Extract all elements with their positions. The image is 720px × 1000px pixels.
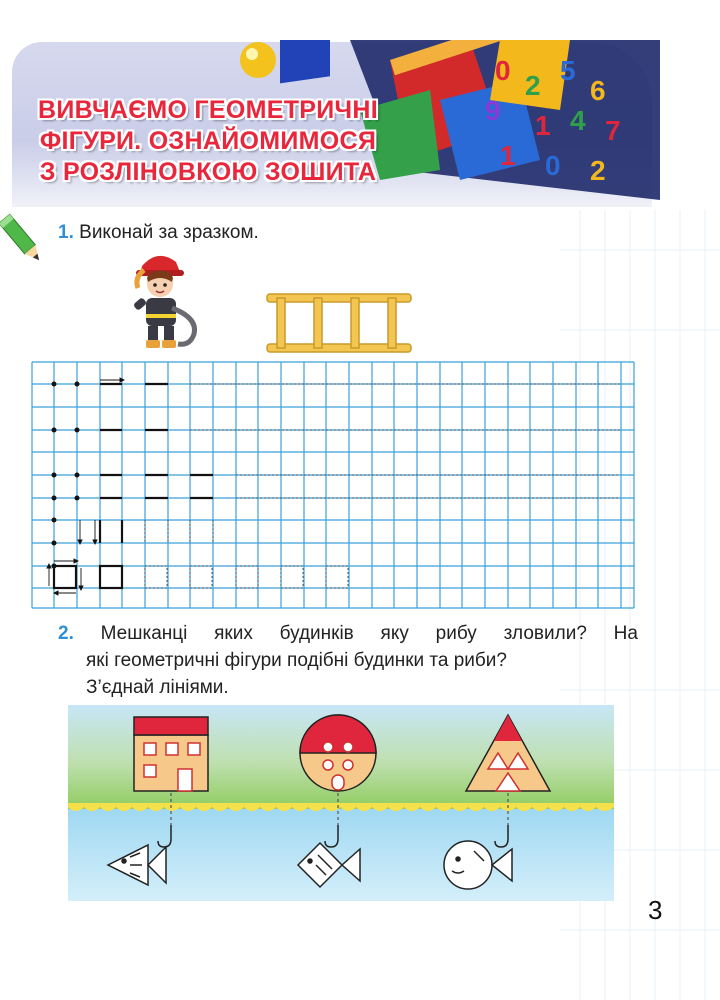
svg-text:2: 2 <box>590 155 606 186</box>
tracing-guides <box>145 384 620 588</box>
svg-text:6: 6 <box>590 75 606 106</box>
title-line-3: З РОЗЛІНОВКОЮ ЗОШИТА <box>39 158 377 186</box>
page-number: 3 <box>648 895 663 925</box>
task-2-word: будинків <box>279 623 354 644</box>
task-2-line-1 <box>58 620 638 647</box>
ladder-illustration <box>265 290 415 358</box>
water-strip <box>68 809 614 901</box>
houses-and-fish-scene <box>68 705 614 901</box>
firefighter-illustration <box>128 248 208 352</box>
svg-text:9: 9 <box>485 95 501 126</box>
task-2-word: Мешканці <box>100 623 188 644</box>
svg-text:1: 1 <box>535 110 551 141</box>
task-1-text: Виконай за зразком. <box>79 222 259 243</box>
task-1-number: 1. <box>58 222 74 243</box>
task-2-word: зловили? <box>503 623 587 644</box>
task-2-instruction <box>58 620 638 701</box>
square-house-icon <box>134 717 208 791</box>
svg-text:5: 5 <box>560 55 576 86</box>
task-1-instruction <box>58 222 259 244</box>
task-2-word: рибу <box>435 623 477 644</box>
svg-text:0: 0 <box>545 150 561 181</box>
svg-text:1: 1 <box>500 140 516 171</box>
notebook-grid-exercise <box>30 360 636 610</box>
task-2-line-2: які геометричні фігури подібні будинки та риби? <box>86 650 507 671</box>
title-line-2: ФІГУРИ. ОЗНАЙОМИМОСЯ <box>39 127 377 155</box>
round-house-icon <box>300 715 376 791</box>
svg-text:2: 2 <box>525 70 541 101</box>
svg-text:0: 0 <box>495 55 511 86</box>
svg-text:7: 7 <box>605 115 621 146</box>
pencil-icon <box>0 212 46 270</box>
task-2-word: яку <box>380 623 409 644</box>
direction-arrows <box>47 378 124 595</box>
pattern-strokes <box>54 384 213 588</box>
task-2-word: яких <box>214 623 253 644</box>
task-2-line-3: З’єднай лініями. <box>86 677 229 698</box>
title-line-1: ВИВЧАЄМО ГЕОМЕТРИЧНІ <box>37 96 379 124</box>
task-2-word: На <box>613 623 638 644</box>
svg-text:4: 4 <box>570 105 586 136</box>
task-2-number: 2. <box>58 623 74 644</box>
page-title <box>18 95 398 188</box>
